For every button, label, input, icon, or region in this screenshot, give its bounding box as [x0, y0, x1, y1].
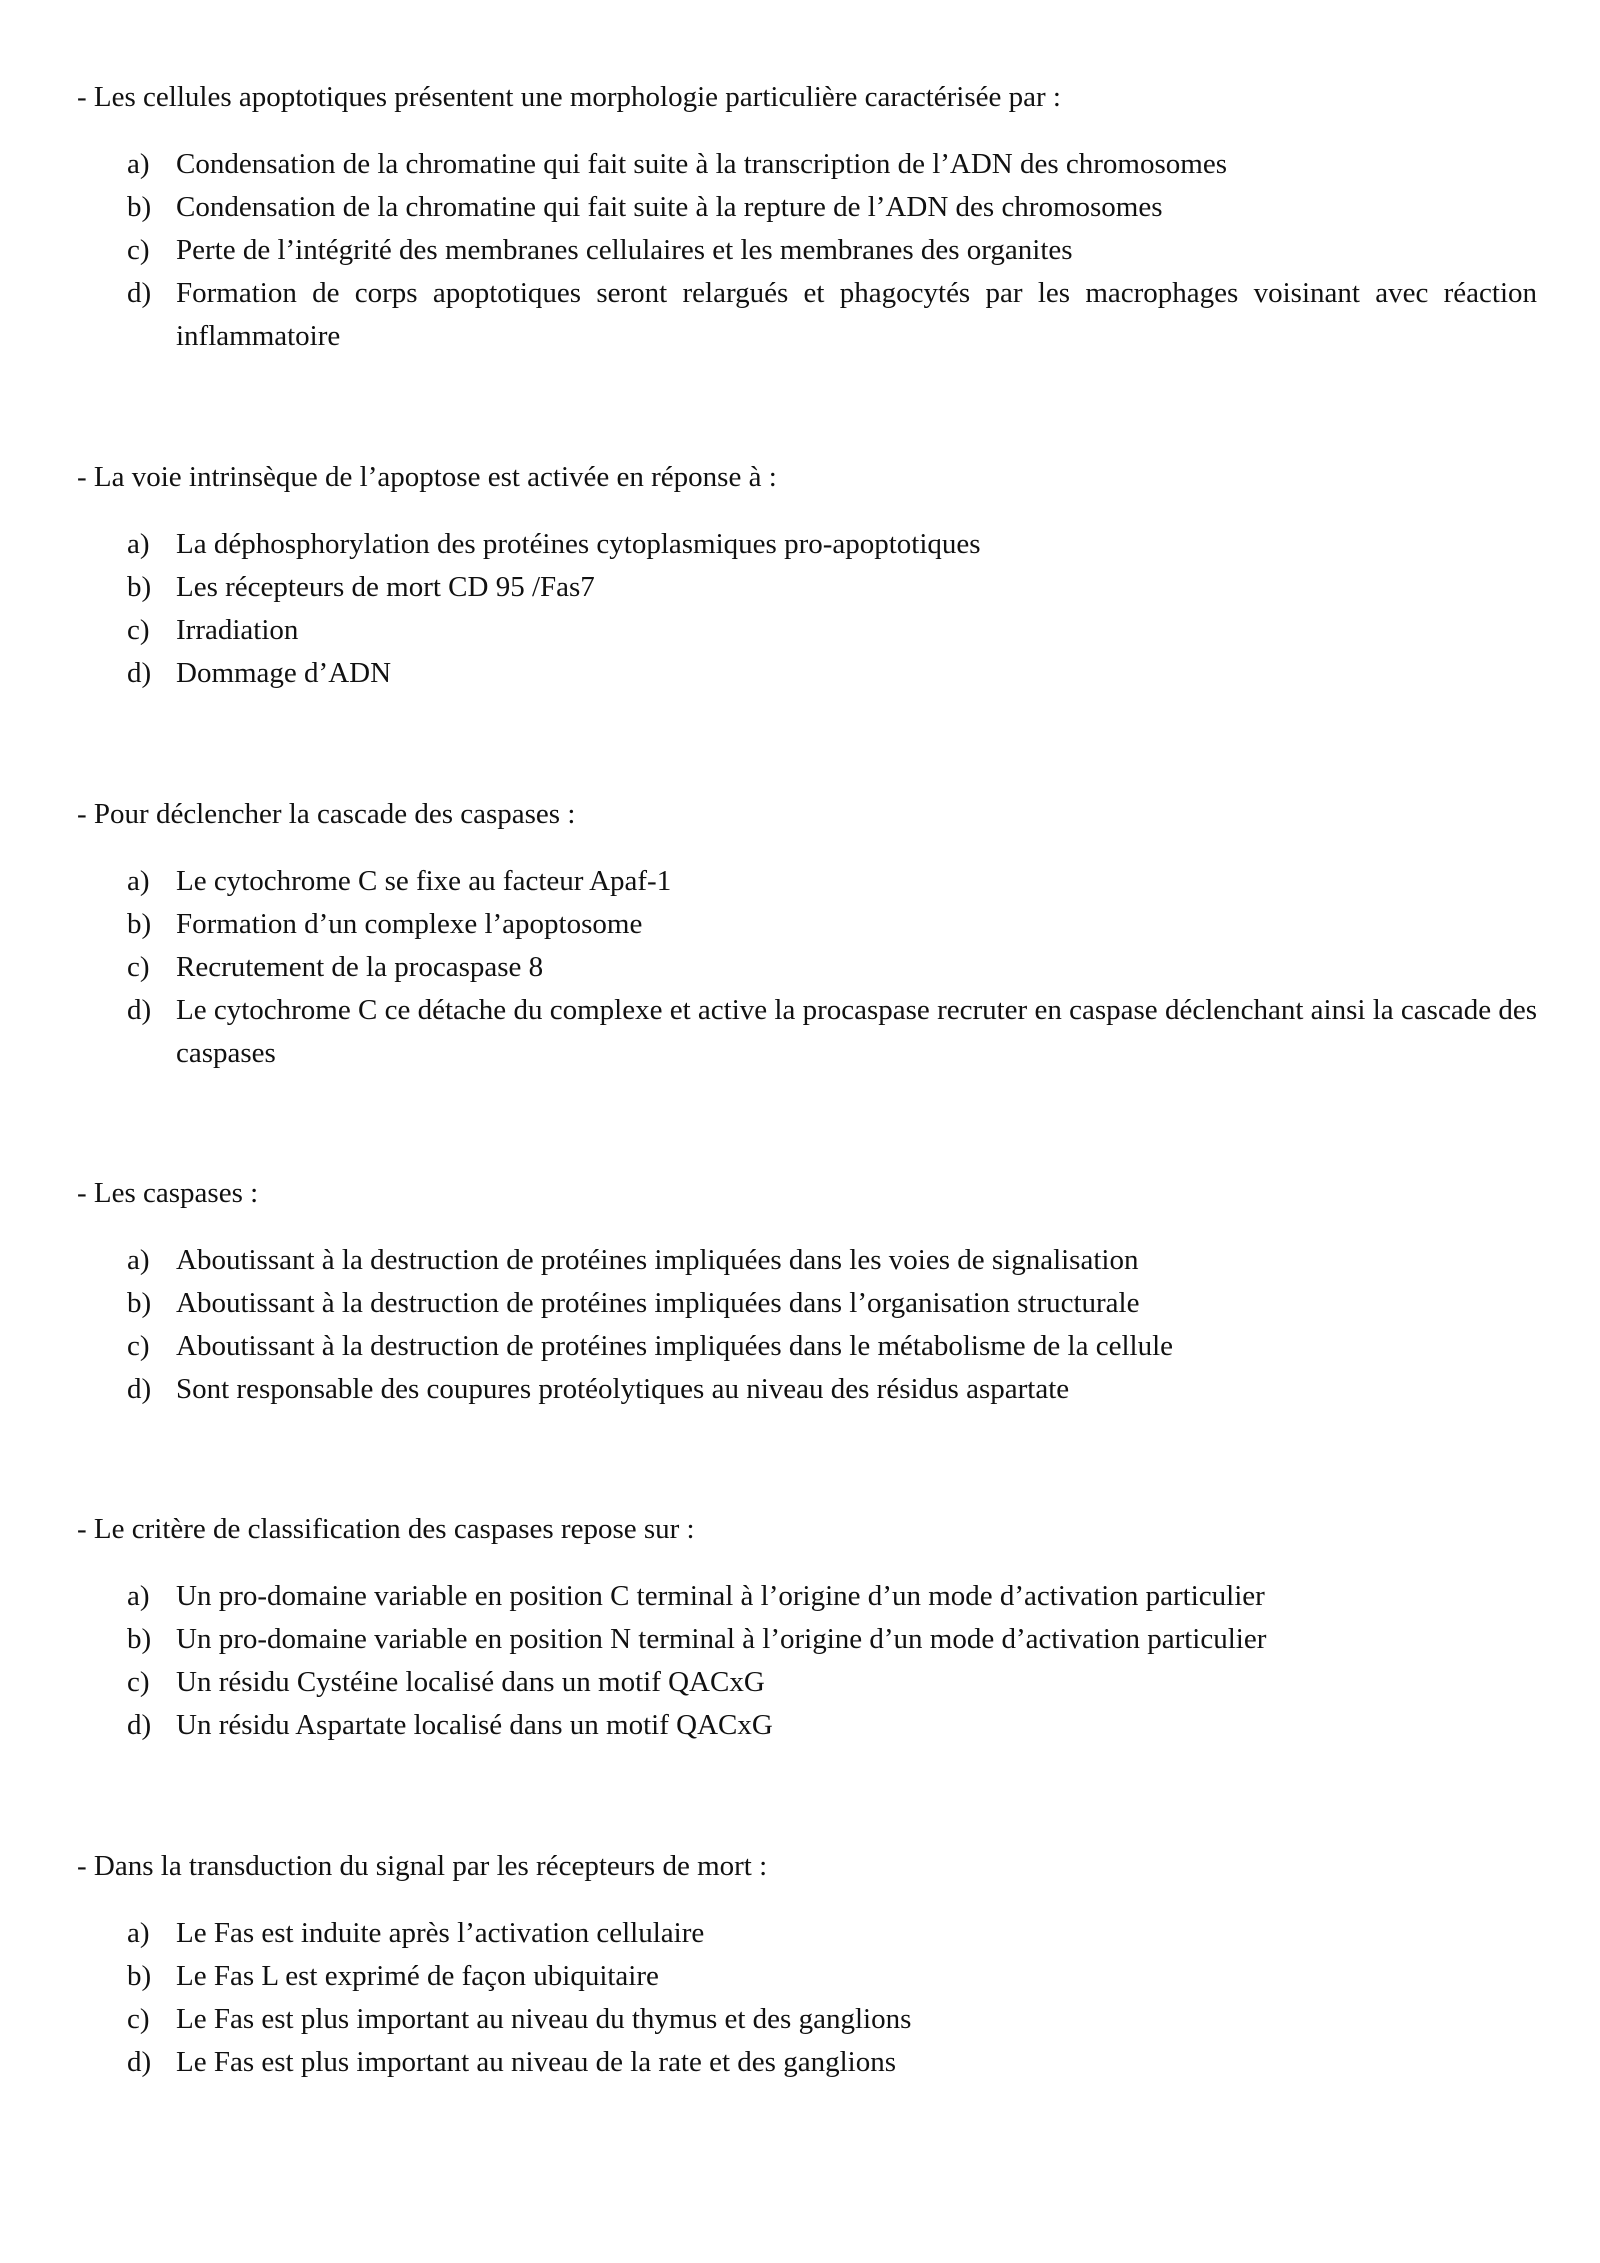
answer-text: Aboutissant à la destruction de protéines impliquées dans le métabolisme de la cellule [176, 1330, 1174, 1362]
answer-text: Perte de l’intégrité des membranes cellulaires et les membranes des organites [176, 234, 1073, 266]
answer-list [77, 860, 1537, 1075]
question-prompt: - Les caspases : [77, 1177, 259, 1209]
answer-letter: a) [127, 148, 150, 180]
answer-text: Condensation de la chromatine qui fait suite à la transcription de l’ADN des chromosomes [176, 148, 1227, 180]
question-3 [77, 793, 1537, 1075]
answer-item [77, 1912, 1537, 1955]
answer-item [77, 609, 1537, 652]
question-prompt: - Les cellules apoptotiques présentent une morphologie particulière caractérisée par : [77, 81, 1061, 113]
answer-text: Irradiation [176, 614, 299, 646]
answer-list [77, 143, 1537, 358]
answer-item [77, 2041, 1537, 2084]
answer-item [77, 229, 1537, 272]
answer-text: Dommage d’ADN [176, 657, 392, 689]
answer-letter: b) [127, 1623, 152, 1655]
answer-item [77, 1282, 1537, 1325]
answer-item [77, 1618, 1537, 1661]
question-5 [77, 1508, 1537, 1747]
answer-item [77, 1955, 1537, 1998]
answer-letter: c) [127, 951, 150, 983]
answer-letter: d) [127, 657, 152, 689]
answer-text: Le Fas L est exprimé de façon ubiquitaire [176, 1960, 659, 1992]
answer-item [77, 1325, 1537, 1368]
answer-item [77, 143, 1537, 186]
question-1 [77, 76, 1537, 358]
answer-item [77, 1239, 1537, 1282]
answer-letter: b) [127, 191, 152, 223]
answer-item [77, 989, 1537, 1075]
question-prompt: - Dans la transduction du signal par les récepteurs de mort : [77, 1850, 768, 1882]
answer-item [77, 946, 1537, 989]
answer-item [77, 903, 1537, 946]
answer-item [77, 1575, 1537, 1618]
answer-item [77, 186, 1537, 229]
answer-letter: c) [127, 1666, 150, 1698]
answer-text: Aboutissant à la destruction de protéines impliquées dans l’organisation structurale [176, 1287, 1140, 1319]
question-6 [77, 1845, 1537, 2084]
question-prompt: - Le critère de classification des caspases repose sur : [77, 1513, 695, 1545]
question-prompt: - Pour déclencher la cascade des caspases : [77, 798, 576, 830]
answer-list [77, 1575, 1537, 1747]
answer-item [77, 1998, 1537, 2041]
answer-text: Sont responsable des coupures protéolytiques au niveau des résidus aspartate [176, 1373, 1070, 1405]
answer-letter: b) [127, 1287, 152, 1319]
answer-letter: a) [127, 528, 150, 560]
answer-list [77, 1912, 1537, 2084]
answer-letter: d) [127, 277, 152, 309]
answer-letter: d) [127, 994, 152, 1026]
answer-text: Condensation de la chromatine qui fait suite à la repture de l’ADN des chromosomes [176, 191, 1163, 223]
question-prompt: - La voie intrinsèque de l’apoptose est activée en réponse à : [77, 461, 777, 493]
answer-item [77, 860, 1537, 903]
answer-letter: a) [127, 865, 150, 897]
answer-item [77, 523, 1537, 566]
answer-letter: d) [127, 1373, 152, 1405]
answer-list [77, 523, 1537, 695]
answer-letter: c) [127, 234, 150, 266]
answer-text: Le Fas est plus important au niveau du thymus et des ganglions [176, 2003, 912, 2035]
answer-letter: c) [127, 614, 150, 646]
answer-item [77, 1368, 1537, 1411]
question-4 [77, 1172, 1537, 1411]
answer-letter: c) [127, 1330, 150, 1362]
answer-text: Aboutissant à la destruction de protéines impliquées dans les voies de signalisation [176, 1244, 1139, 1276]
answer-text: Formation d’un complexe l’apoptosome [176, 908, 643, 940]
answer-list [77, 1239, 1537, 1411]
answer-text: Le cytochrome C se fixe au facteur Apaf-1 [176, 865, 672, 897]
answer-item [77, 652, 1537, 695]
question-2 [77, 456, 1537, 695]
answer-text: Un résidu Cystéine localisé dans un motif QACxG [176, 1666, 765, 1698]
answer-letter: d) [127, 2046, 152, 2078]
answer-item [77, 272, 1537, 358]
answer-letter: b) [127, 908, 152, 940]
answer-letter: d) [127, 1709, 152, 1741]
answer-letter: a) [127, 1580, 150, 1612]
answer-text: Un pro-domaine variable en position N terminal à l’origine d’un mode d’activation particulier [176, 1623, 1267, 1655]
answer-item [77, 1704, 1537, 1747]
answer-text: Formation de corps apoptotiques seront relargués et phagocytés par les macrophages voisinant avec réaction inflammatoire [176, 277, 1537, 352]
answer-text: Recrutement de la procaspase 8 [176, 951, 544, 983]
answer-letter: a) [127, 1244, 150, 1276]
answer-text: Un résidu Aspartate localisé dans un motif QACxG [176, 1709, 773, 1741]
answer-letter: a) [127, 1917, 150, 1949]
answer-letter: c) [127, 2003, 150, 2035]
answer-text: Les récepteurs de mort CD 95 /Fas7 [176, 571, 595, 603]
answer-letter: b) [127, 571, 152, 603]
answer-text: Le cytochrome C ce détache du complexe et active la procaspase recruter en caspase déclenchant ainsi la cascade des caspases [176, 994, 1537, 1069]
answer-item [77, 566, 1537, 609]
answer-text: Le Fas est induite après l’activation cellulaire [176, 1917, 705, 1949]
answer-text: La déphosphorylation des protéines cytoplasmiques pro-apoptotiques [176, 528, 981, 560]
answer-item [77, 1661, 1537, 1704]
answer-text: Un pro-domaine variable en position C terminal à l’origine d’un mode d’activation particulier [176, 1580, 1265, 1612]
answer-letter: b) [127, 1960, 152, 1992]
answer-text: Le Fas est plus important au niveau de la rate et des ganglions [176, 2046, 896, 2078]
